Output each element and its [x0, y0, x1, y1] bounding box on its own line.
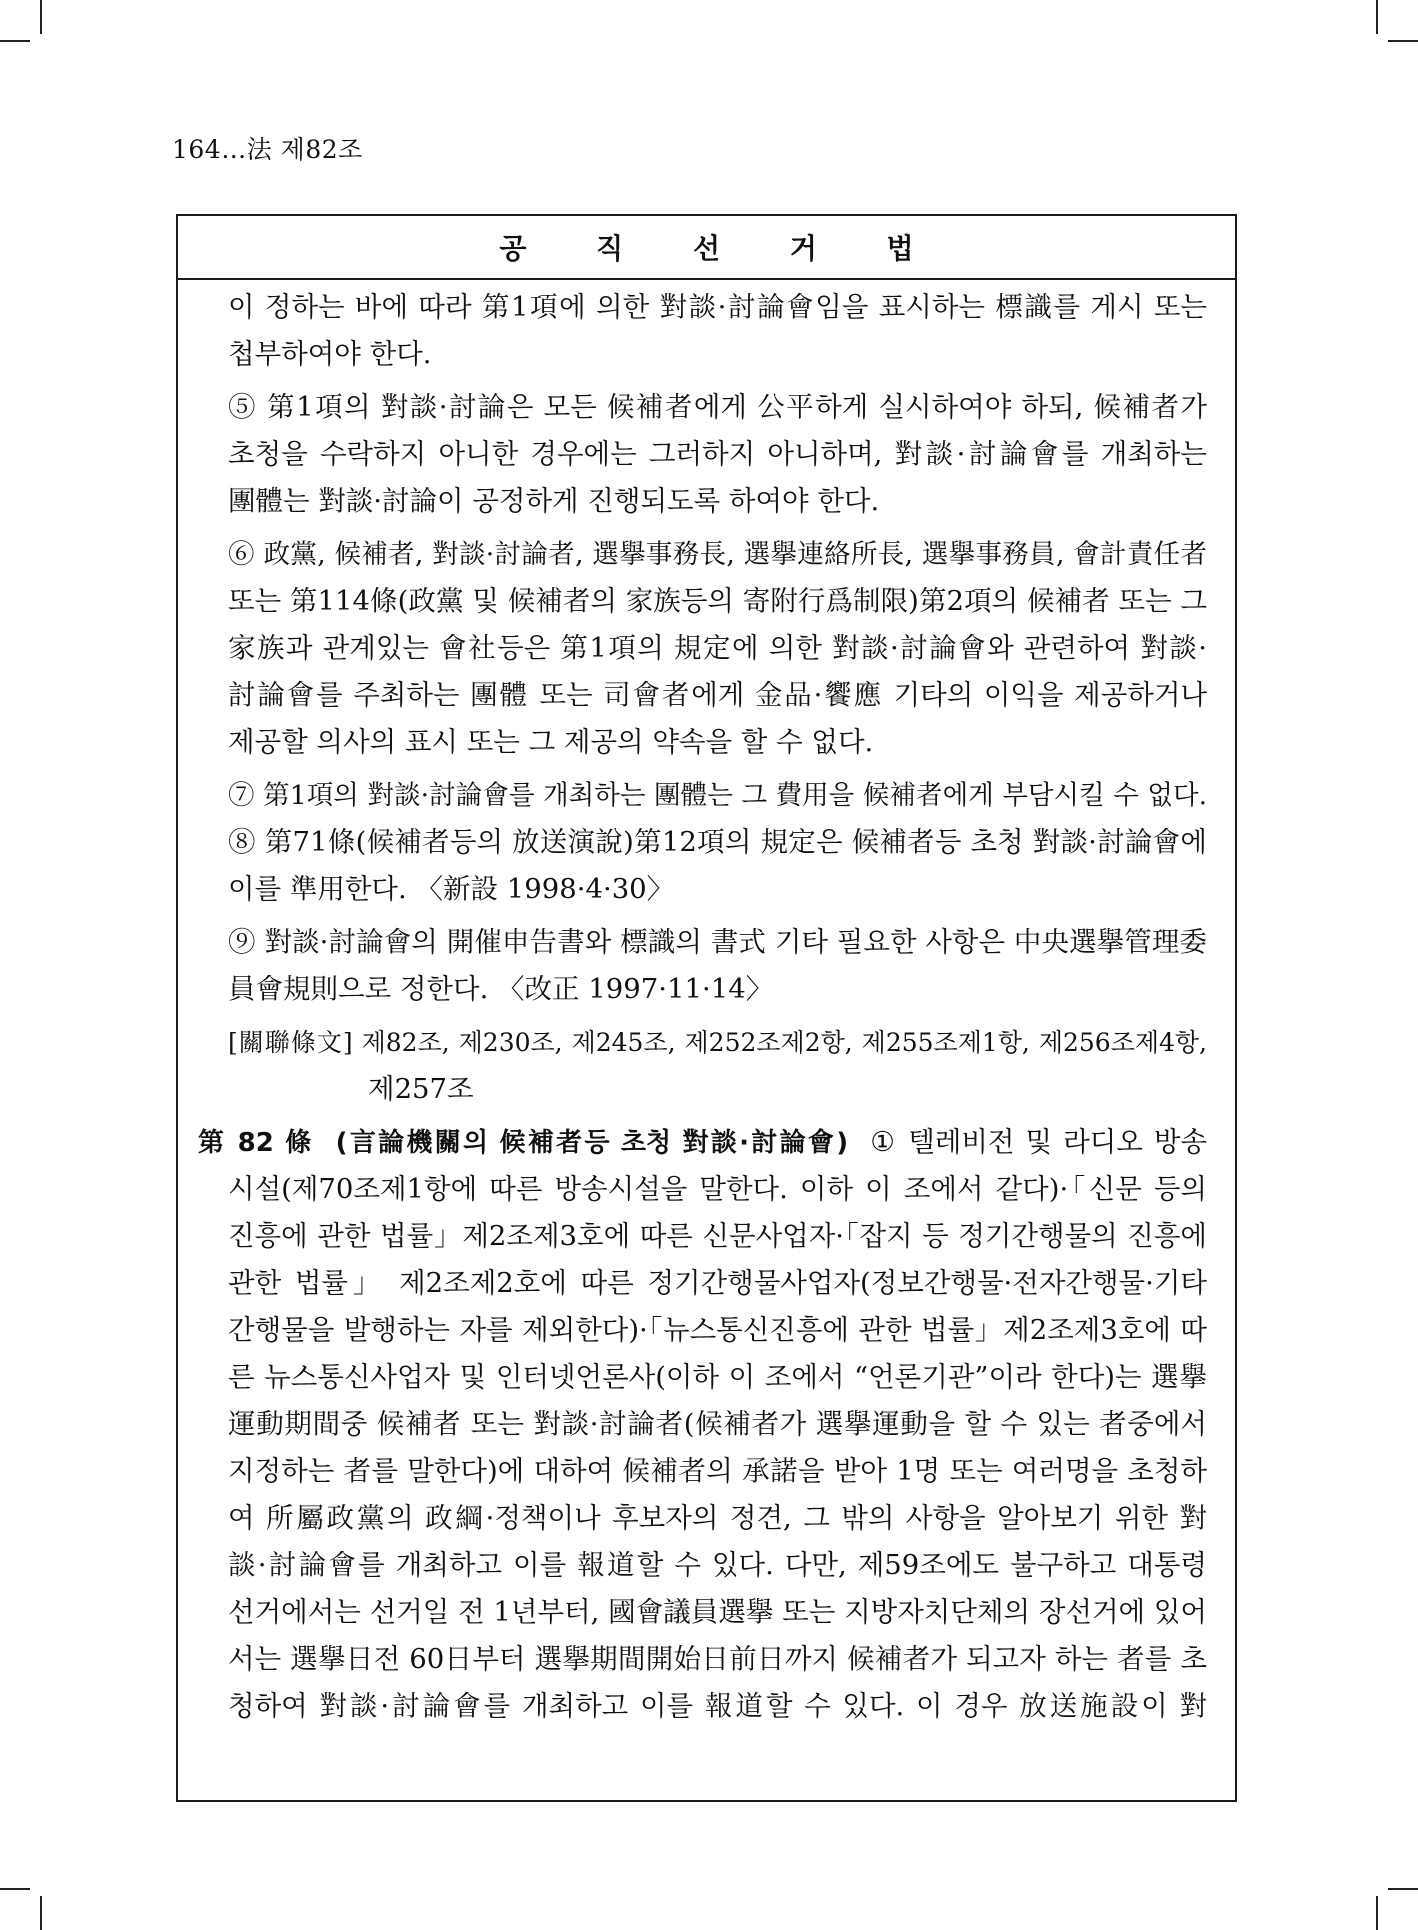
text-line: 른 뉴스통신사업자 및 인터넷언론사(이하 이 조에서 “언론기관”이라 한다)는 選擧: [228, 1361, 1207, 1393]
article-title: (言論機關의 候補者등 초청 對談·討論會): [335, 1128, 849, 1158]
text-line: 員會規則으로 정한다. 〈改正 1997·11·14〉: [228, 973, 774, 1005]
text-line: 청하여 對談·討論會를 개최하고 이를 報道할 수 있다. 이 경우 放送施設이 對: [228, 1690, 1207, 1722]
box-title: 공 직 선 거 법: [178, 216, 1235, 280]
text-line: 이를 準用한다. 〈新設 1998·4·30〉: [228, 873, 675, 905]
text-line: 선거에서는 선거일 전 1년부터, 國會議員選擧 또는 지방자치단체의 장선거에 있어: [228, 1596, 1207, 1628]
crop-mark: [1376, 1896, 1378, 1930]
text-line: 서는 選擧日전 60日부터 選擧期間開始日前日까지 候補者가 되고자 하는 者를 초: [228, 1643, 1207, 1675]
crop-mark: [40, 1896, 42, 1930]
paragraph-8-line: ⑧ 第71條(候補者등의 放送演說)第12項의 規定은 候補者등 초청 對談·討論會에: [228, 826, 1207, 858]
article-82-heading-line: [178, 1119, 1207, 1166]
crop-mark: [1376, 0, 1378, 34]
text-line: 家族과 관계있는 會社등은 第1項의 規定에 의한 對談·討論會와 관련하여 對談·: [228, 632, 1207, 664]
paragraph-7-line: ⑦ 第1項의 對談·討論會를 개최하는 團體는 그 費用을 候補者에게 부담시킬 수 없다.: [228, 780, 1207, 811]
text-line: 運動期間중 候補者 또는 對談·討論者(候補者가 選擧運動을 할 수 있는 者중에서: [228, 1408, 1207, 1440]
text-line: 지정하는 者를 말한다)에 대하여 候補者의 承諾을 받아 1명 또는 여러명을 초청하: [228, 1455, 1207, 1487]
crop-mark: [40, 0, 42, 34]
text-line: 談·討論會를 개최하고 이를 報道할 수 있다. 다만, 제59조에도 불구하고 대통령: [228, 1549, 1207, 1581]
paragraph-5-line: ⑤ 第1項의 對談·討論은 모든 候補者에게 公平하게 실시하여야 하되, 候補者가: [228, 391, 1207, 423]
text-line: 관한 법률」 제2조제2호에 따른 정기간행물사업자(정보간행물·전자간행물·기타: [228, 1267, 1207, 1299]
text-line: 또는 第114條(政黨 및 候補者의 家族등의 寄附行爲制限)第2項의 候補者 또는 그: [228, 585, 1207, 617]
related-articles: [關聯條文] 제82조, 제230조, 제245조, 제252조제2항, 제255조제1항, 제256조제4항,: [228, 1028, 1207, 1057]
paragraph-6-line: ⑥ 政黨, 候補者, 對談·討論者, 選擧事務長, 選擧連絡所長, 選擧事務員, 會計責任者: [228, 539, 1207, 570]
statute-box: [176, 214, 1237, 1802]
crop-mark: [1388, 1888, 1418, 1890]
crop-mark: [1388, 40, 1418, 42]
text-line: 이 정하는 바에 따라 第1項에 의한 對談·討論會임을 표시하는 標識를 게시 또는: [228, 291, 1207, 323]
article-number: 第 82 條: [198, 1128, 314, 1158]
text-line: 간행물을 발행하는 자를 제외한다)·「뉴스통신진흥에 관한 법률」제2조제3호에 따: [228, 1314, 1207, 1346]
text-line: 첩부하여야 한다.: [228, 338, 432, 370]
text-line: 초청을 수락하지 아니한 경우에는 그러하지 아니하며, 對談·討論會를 개최하는: [228, 438, 1207, 470]
paragraph-9-line: ⑨ 對談·討論會의 開催申告書와 標識의 書式 기타 필요한 사항은 中央選擧管理委: [228, 926, 1207, 958]
text-line: 團體는 對談·討論이 공정하게 진행되도록 하여야 한다.: [228, 485, 880, 517]
crop-mark: [0, 1888, 30, 1890]
article-text: ① 텔레비전 및 라디오 방송: [870, 1126, 1208, 1158]
crop-mark: [0, 40, 30, 42]
text-line: 討論會를 주최하는 團體 또는 司會者에게 金品·饗應 기타의 이익을 제공하거나: [228, 679, 1207, 711]
text-line: 진흥에 관한 법률」제2조제3호에 따른 신문사업자·「잡지 등 정기간행물의 진흥에: [228, 1220, 1207, 1252]
statute-text: [178, 284, 1235, 1730]
text-line: 시설(제70조제1항에 따른 방송시설을 말한다. 이하 이 조에서 같다)·「신문 등의: [228, 1173, 1207, 1205]
text-line: 제공할 의사의 표시 또는 그 제공의 약속을 할 수 없다.: [228, 726, 874, 758]
running-head: 164…法 제82조: [172, 135, 363, 164]
related-articles-cont: 제257조: [368, 1073, 474, 1105]
text-line: 여 所屬政黨의 政綱·정책이나 후보자의 정견, 그 밖의 사항을 알아보기 위한 對: [228, 1502, 1207, 1534]
